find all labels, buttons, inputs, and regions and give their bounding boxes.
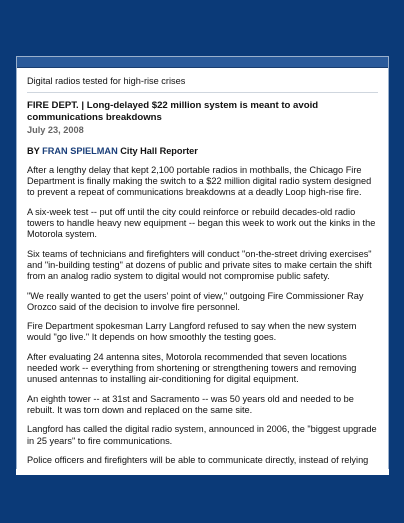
paragraph: After evaluating 24 antenna sites, Motorola recommended that seven locations needed work -- everything from shortening or strengthening towers and removing unused antennas to installing air-conditioning for digital equipment. <box>27 351 357 385</box>
article-headline: FIRE DEPT. | Long-delayed $22 million system is meant to avoid communications breakdowns <box>27 100 319 123</box>
article-byline <box>27 146 378 157</box>
frame-top-bar <box>17 57 388 68</box>
article-date: July 23, 2008 <box>27 125 84 136</box>
paragraph: An eighth tower -- at 31st and Sacramento -- was 50 years old and needed to be rebuilt. It was torn down and replaced on the same site. <box>27 393 354 415</box>
article-body <box>17 68 388 466</box>
paragraph: Police officers and firefighters will be able to communicate directly, instead of relying <box>27 454 369 465</box>
paragraph: After a lengthy delay that kept 2,100 portable radios in mothballs, the Chicago Fire Department is finally making the switch to a $22 million digital radio system designed to prevent a repeat of communications breakdowns at a deadly Loop high-rise fire. <box>27 164 372 198</box>
byline-prefix: BY <box>27 145 43 156</box>
byline-suffix: City Hall Reporter <box>117 145 198 156</box>
paragraph: A six-week test -- put off until the city could reinforce or rebuild decades-old radio towers to handle heavy new equipment -- began this week to work out the kinks in the Motorola system. <box>27 206 376 240</box>
paragraph: Six teams of technicians and firefighters will conduct "on-the-street driving exercises" and "in-building testing" at dozens of public and private sites to make certain the shift from an analog radio system to digital would not compromise public safety. <box>27 248 372 282</box>
article-kicker: Digital radios tested for high-rise crises <box>27 76 378 93</box>
author-link[interactable]: FRAN SPIELMAN <box>42 145 118 156</box>
paragraph: "We really wanted to get the users' point of view," outgoing Fire Commissioner Ray Orozco said of the decision to involve fire personnel. <box>27 290 364 312</box>
paragraph: Langford has called the digital radio system, announced in 2006, the "biggest upgrade in 25 years" to fire communications. <box>27 424 377 446</box>
frame-bottom-bar <box>16 469 389 475</box>
paragraph: Fire Department spokesman Larry Langford refused to say when the new system would "go live." It depends on how smoothly the testing goes. <box>27 321 357 343</box>
article-frame <box>16 56 389 471</box>
